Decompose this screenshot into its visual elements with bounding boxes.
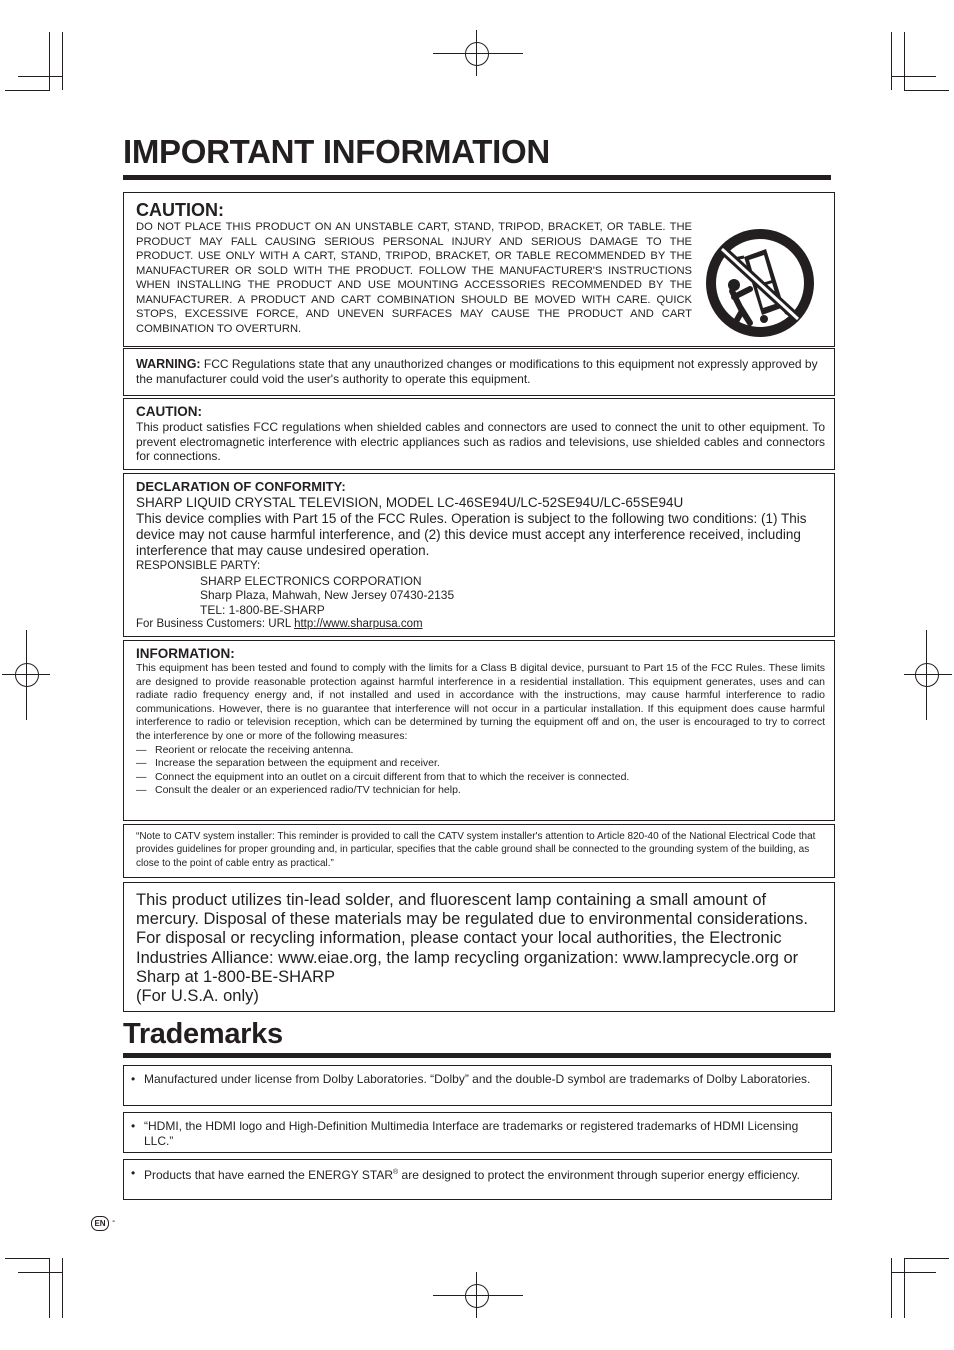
crop-mark bbox=[5, 90, 50, 91]
measure-item: — Increase the separation between the equipment and receiver. bbox=[136, 757, 440, 770]
registration-mark bbox=[915, 663, 939, 687]
crop-mark bbox=[5, 1258, 50, 1259]
registration-mark bbox=[465, 1284, 489, 1308]
registration-mark bbox=[926, 630, 927, 720]
mercury-text: This product utilizes tin-lead solder, and fluorescent lamp containing a small amount of mercury. Disposal of these materials may be regulated due to environmental considerations. For disposal or recycling information, please contact your local authorities, the Electronic Industries Alliance: www.eiae.org, the lamp recycling organization: www.lamprecycle.org or Sharp at 1-800-BE-SHARP bbox=[136, 891, 808, 986]
information-text: This equipment has been tested and found to comply with the limits for a Class B digital device, pursuant to Part 15 of the FCC Rules. These limits are designed to provide reasonable protection against harmful interference in a residential installation. This equipment generates, uses and can radiate radio frequency energy and, if not installed and used in accordance with the instructions, may cause harmful interference to radio communications. However, there is no guarantee that interference will not occur in a particular installation. If this equipment does cause harmful interference to radio or television reception, which can be determined by turning the equipment off and on, the user is encouraged to try to correct the interference by one or more of the following measures: bbox=[136, 662, 825, 742]
language-badge: EN bbox=[91, 1216, 109, 1231]
registration-mark bbox=[904, 674, 952, 675]
crop-mark bbox=[904, 32, 905, 90]
crop-mark bbox=[18, 1272, 63, 1273]
measure-item: — Connect the equipment into an outlet on a circuit different from that to which the receiver is connected. bbox=[136, 770, 630, 783]
crop-mark bbox=[49, 1258, 50, 1318]
warning-box bbox=[123, 348, 835, 396]
fcc-caution-text: This product satisfies FCC regulations when shielded cables and connectors are used to connect the unit to other equipment. To prevent electromagnetic interference with electric appliances such as radios and televisions, use shielded cables and connectors for connections. bbox=[136, 420, 825, 463]
catv-note-text: “Note to CATV system installer: This reminder is provided to call the CATV system installer's attention to Article 820-40 of the National Electrical Code that provides guidelines for proper grounding and, in particular, specifies that the cable ground shall be connected to the grounding system of the building, as close to the point of cable entry as practical.” bbox=[136, 831, 816, 869]
registration-mark bbox=[26, 630, 27, 720]
caution-heading: CAUTION: bbox=[136, 200, 224, 220]
registration-mark bbox=[476, 1272, 477, 1318]
trademark-text: Manufactured under license from Dolby Laboratories. “Dolby” and the double-D symbol are trademarks of Dolby Laboratories. bbox=[144, 1072, 811, 1086]
declaration-model: SHARP LIQUID CRYSTAL TELEVISION, MODEL LC-46SE94U/LC-52SE94U/LC-65SE94U bbox=[136, 495, 684, 510]
registration-mark bbox=[433, 1295, 523, 1296]
sharp-url-link[interactable]: http://www.sharpusa.com bbox=[294, 618, 423, 630]
declaration-box bbox=[123, 473, 835, 637]
warning-text: FCC Regulations state that any unauthorized changes or modifications to this equipment not expressly approved by the manufacturer could void the user's authority to operate this equipment. bbox=[136, 357, 818, 386]
responsible-address: Sharp Plaza, Mahwah, New Jersey 07430-2135 bbox=[200, 588, 455, 602]
catv-note-box bbox=[123, 824, 835, 878]
crop-mark bbox=[891, 76, 936, 77]
measure-item: — Reorient or relocate the receiving antenna. bbox=[136, 743, 354, 756]
information-heading: INFORMATION: bbox=[136, 646, 235, 661]
cart-tip-over-warning-icon bbox=[704, 227, 816, 339]
crop-mark bbox=[891, 32, 892, 90]
responsible-company: SHARP ELECTRONICS CORPORATION bbox=[200, 573, 422, 588]
responsible-tel: TEL: 1-800-BE-SHARP bbox=[200, 602, 325, 617]
business-url-label: For Business Customers: URL bbox=[136, 618, 295, 630]
crop-mark bbox=[904, 1258, 949, 1259]
warning-heading: WARNING: bbox=[136, 357, 201, 371]
trademark-item-hdmi: • “HDMI, the HDMI logo and High-Definition Multimedia Interface are trademarks or registered trademarks of HDMI Licensing LLC.” bbox=[123, 1112, 832, 1153]
crop-mark bbox=[891, 1258, 892, 1318]
trademarks-rule bbox=[123, 1053, 831, 1058]
crop-mark bbox=[18, 76, 63, 77]
mercury-box bbox=[123, 882, 835, 1012]
mercury-region: (For U.S.A. only) bbox=[136, 987, 259, 1006]
crop-mark bbox=[904, 90, 949, 91]
page-title: IMPORTANT INFORMATION bbox=[123, 133, 550, 170]
crop-mark bbox=[904, 1258, 905, 1318]
responsible-party-label: RESPONSIBLE PARTY: bbox=[136, 560, 261, 572]
trademark-text: “HDMI, the HDMI logo and High-Definition Multimedia Interface are trademarks or registered trademarks of HDMI Licensing LLC.” bbox=[144, 1119, 799, 1148]
crop-mark bbox=[62, 1258, 63, 1318]
page-separator: - bbox=[112, 1216, 116, 1227]
trademarks-title: Trademarks bbox=[123, 1018, 283, 1050]
trademark-text: Products that have earned the ENERGY STAR® are designed to protect the environment through superior energy efficiency. bbox=[144, 1168, 800, 1182]
caution-box bbox=[123, 192, 835, 347]
declaration-compliance: This device complies with Part 15 of the FCC Rules. Operation is subject to the following two conditions: (1) This device may not cause harmful interference, and (2) this device must accept any interference received, including interference that may cause undesired operation. bbox=[136, 511, 807, 558]
trademark-item-dolby: • Manufactured under license from Dolby Laboratories. “Dolby” and the double-D symbol are trademarks of Dolby Laboratories. bbox=[123, 1065, 832, 1106]
crop-mark bbox=[49, 32, 50, 90]
declaration-heading: DECLARATION OF CONFORMITY: bbox=[136, 479, 346, 494]
registration-mark bbox=[15, 663, 39, 687]
registration-mark bbox=[433, 53, 523, 54]
caution-text: DO NOT PLACE THIS PRODUCT ON AN UNSTABLE CART, STAND, TRIPOD, BRACKET, OR TABLE. THE PRODUCT MAY FALL CAUSING SERIOUS PERSONAL INJURY AND SERIOUS DAMAGE TO THE PRODUCT. USE ONLY WITH A CART, STAND, TRIPOD, BRACKET, OR TABLE RECOMMENDED BY THE MANUFACTURER OR SOLD WITH THE PRODUCT. FOLLOW THE MANUFACTURER'S INSTRUCTIONS WHEN INSTALLING THE PRODUCT AND USE MOUNTING ACCESSORIES RECOMMENDED BY THE MANUFACTURER. A PRODUCT AND CART COMBINATION SHOULD BE MOVED WITH CARE. QUICK STOPS, EXCESSIVE FORCE, AND UNEVEN SURFACES MAY CAUSE THE PRODUCT AND CART COMBINATION TO OVERTURN. bbox=[136, 221, 692, 335]
fcc-caution-box bbox=[123, 398, 835, 470]
crop-mark bbox=[891, 1272, 936, 1273]
fcc-caution-heading: CAUTION: bbox=[136, 404, 202, 419]
information-box bbox=[123, 640, 835, 821]
crop-mark bbox=[62, 32, 63, 90]
measure-item: — Consult the dealer or an experienced radio/TV technician for help. bbox=[136, 784, 461, 797]
registration-mark bbox=[476, 30, 477, 76]
registration-mark bbox=[465, 42, 489, 66]
trademark-item-energy-star: • Products that have earned the ENERGY STAR® are designed to protect the environment through superior energy efficiency. bbox=[123, 1159, 832, 1200]
title-rule bbox=[123, 175, 831, 180]
